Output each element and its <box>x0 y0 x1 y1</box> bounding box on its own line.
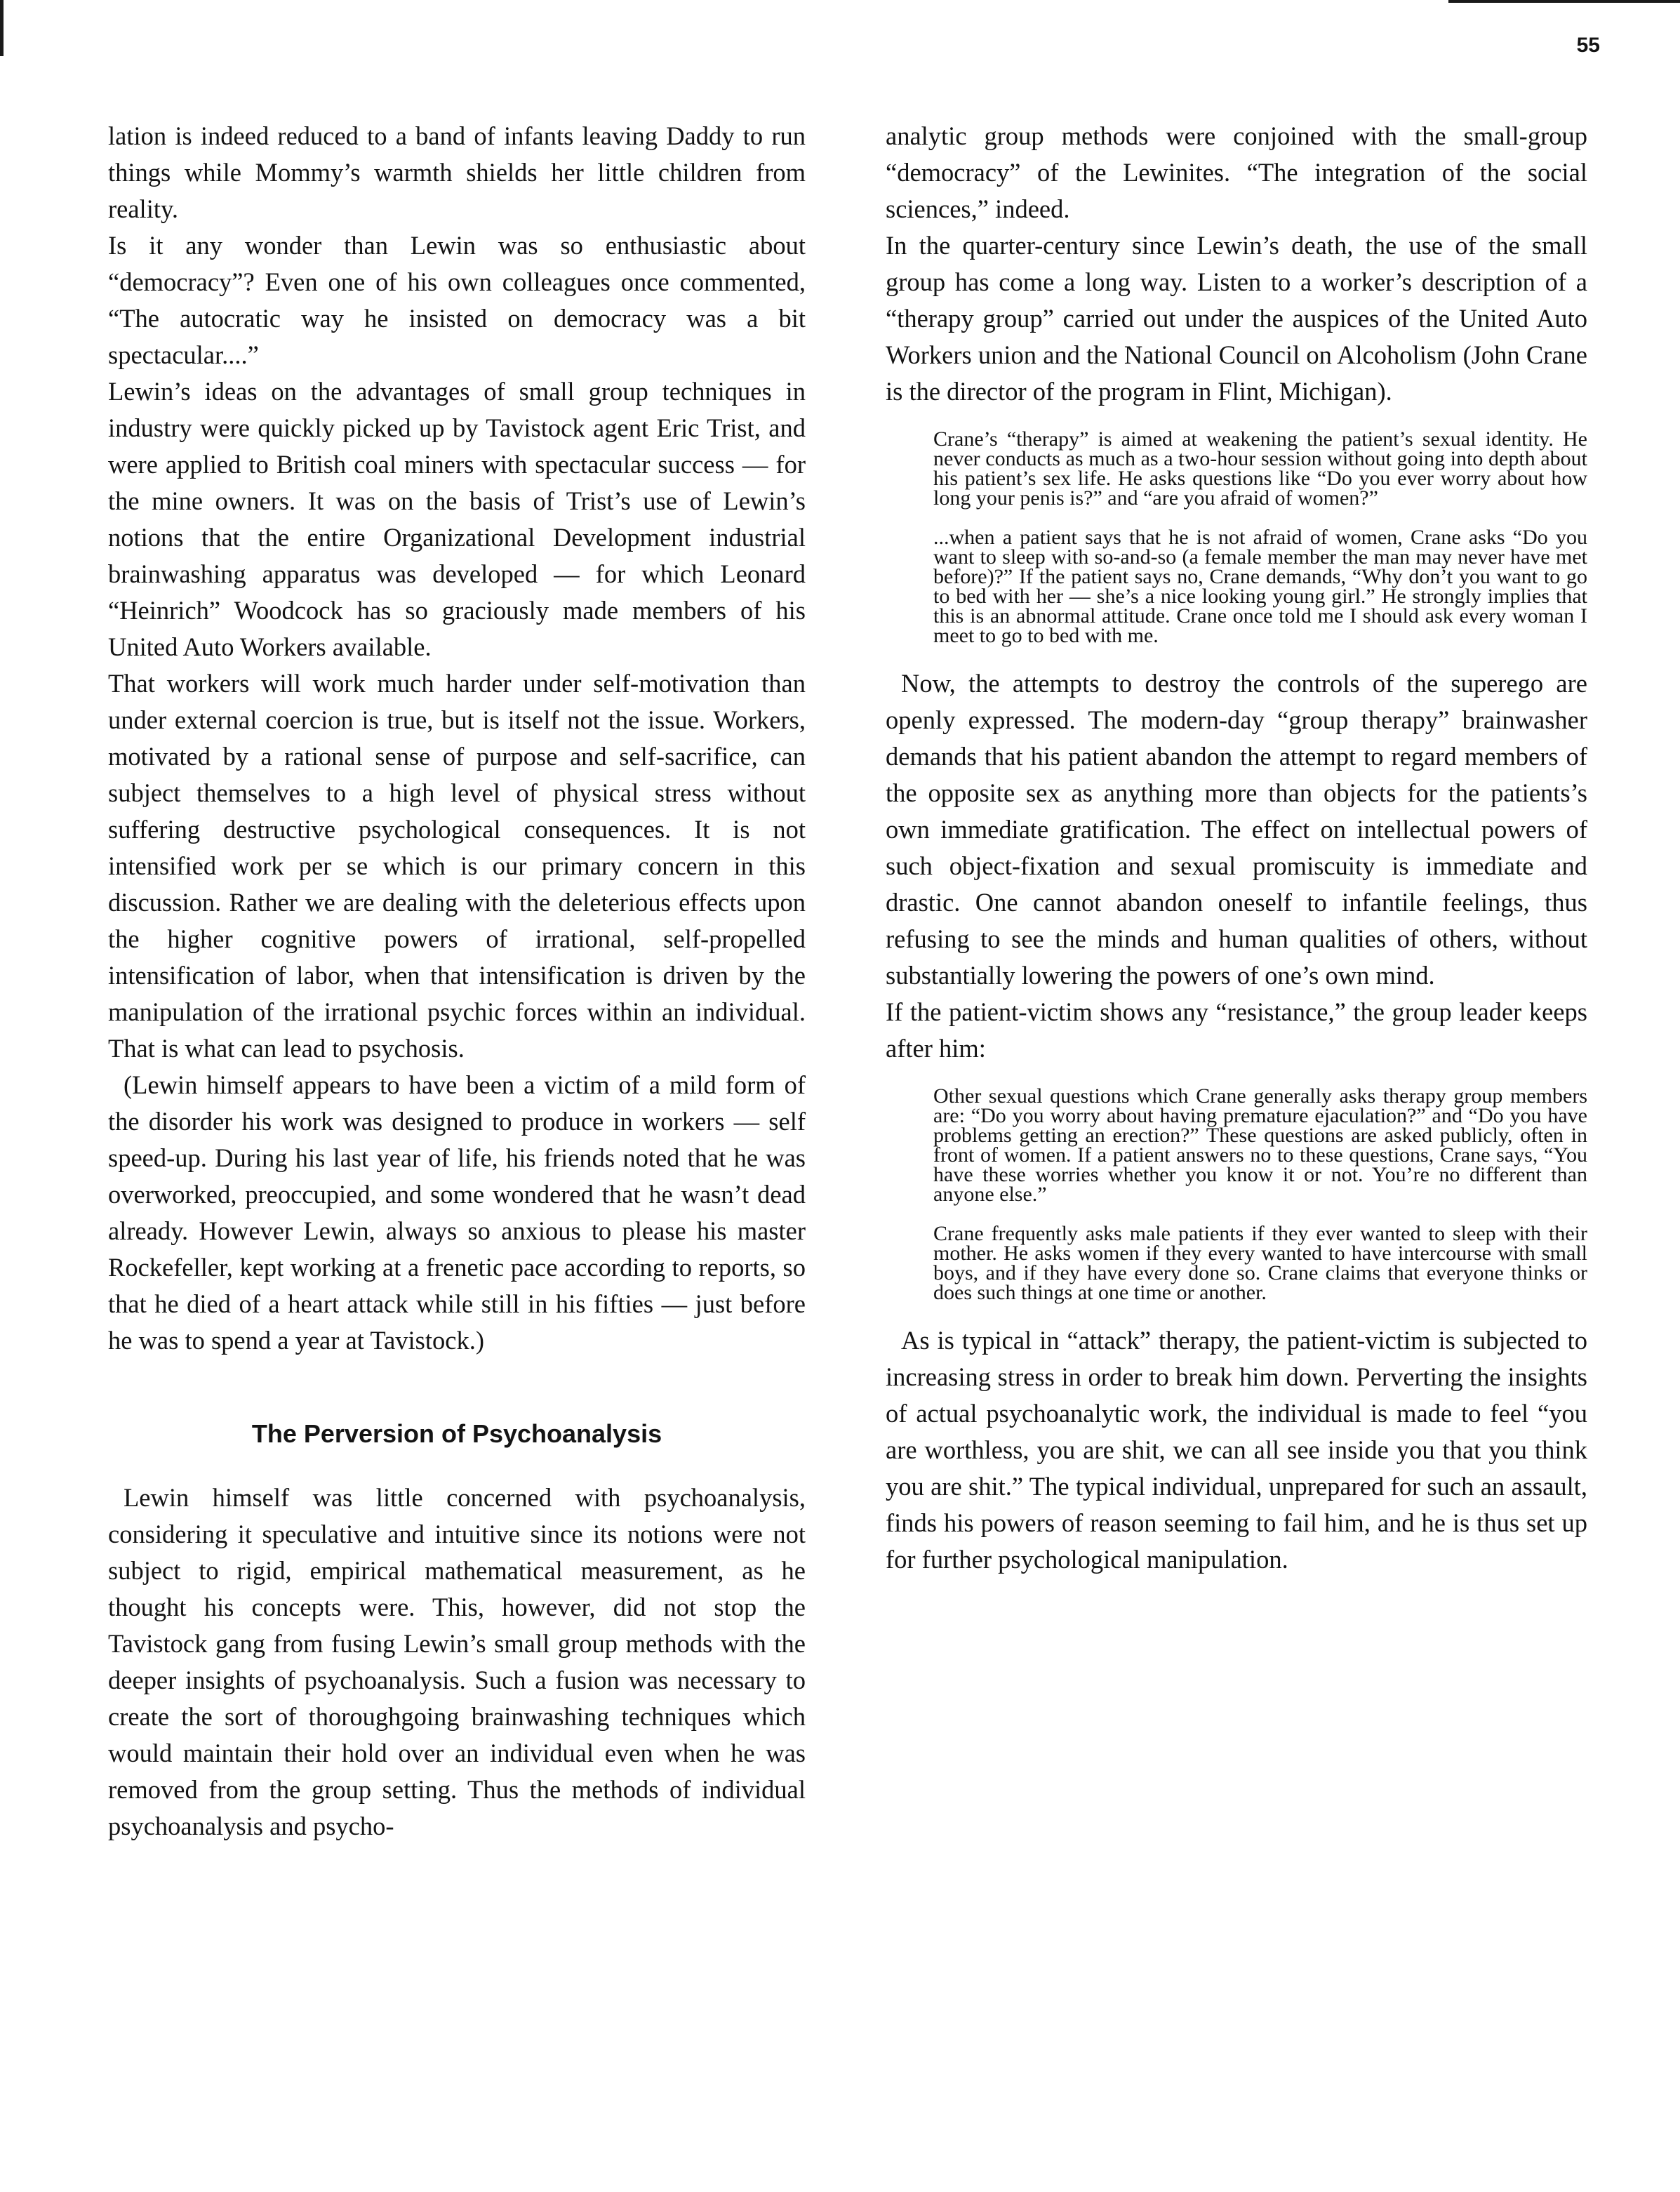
quote-paragraph: Crane frequently asks male patients if they ever wanted to sleep with their mother. He asks women if they every wanted to have intercourse with small boys, and if they have every done so. Crane claims that everyone thinks or does such things at one time or another. <box>933 1222 1587 1304</box>
paragraph: analytic group methods were conjoined with the small-group “democracy” of the Lewinites. “The integration of the social sciences,” indeed. <box>886 121 1587 223</box>
quote-paragraph: Crane’s “therapy” is aimed at weakening the patient’s sexual identity. He never conducts as much as a two-hour session without going into depth about his patient’s sex life. He asks questions like “Do you ever worry about how long your penis is?” and “are you afraid of women?” <box>933 427 1587 510</box>
page-number: 55 <box>1576 34 1600 57</box>
paragraph: If the patient-victim shows any “resistance,” the group leader keeps after him: <box>886 997 1587 1063</box>
spacer <box>886 1303 1587 1322</box>
section-heading: The Perversion of Psychoanalysis <box>251 1419 662 1448</box>
paragraph: Is it any wonder than Lewin was so enthusiastic about “democracy”? Even one of his own colleagues once commented, “The autocratic way he insisted on democracy was a bit spectacular....” <box>108 231 806 369</box>
spacer <box>108 1359 806 1419</box>
paragraph: Lewin himself was little concerned with psychoanalysis, considering it speculative and intuitive since its notions were not subject to rigid, empirical mathematical measurement, as he thought his concepts were. This, however, did not stop the Tavistock gang from fusing Lewin’s small group methods with the deeper insights of psychoanalysis. Such a fusion was necessary to create the sort of thoroughgoing brainwashing techniques which would maintain their hold over an individual even when he was removed from the group setting. Thus the methods of individual psychoanalysis and psycho- <box>108 1483 806 1840</box>
block-quote <box>933 1084 1587 1304</box>
paragraph: Now, the attempts to destroy the controls of the superego are openly expressed. The modern-day “group therapy” brainwasher demands that his patient abandon the attempt to regard members of the opposite sex as anything more than objects for the patients’s own immediate gratification. The effect on intellectual powers of such object-fixation and sexual promiscuity is immediate and drastic. One cannot abandon oneself to infantile feelings, thus refusing to see the minds and human qualities of others, without substantially lowering the powers of one’s own mind. <box>886 669 1587 990</box>
block-quote <box>933 427 1587 647</box>
spacer <box>886 1067 1587 1087</box>
spacer <box>886 410 1587 430</box>
quote-paragraph: ...when a patient says that he is not afraid of women, Crane asks “Do you want to sleep with so-and-so (a female member the man may never have met before)?” If the patient says no, Crane demands, “Why don’t you want to go to bed with her — she’s a nice looking young girl.” He strongly implies that this is an abnormal attitude. Crane once told me I should ask every woman I meet to go to bed with me. <box>933 526 1587 647</box>
spacer <box>933 508 1587 528</box>
paragraph: lation is indeed reduced to a band of infants leaving Daddy to run things while Mommy’s warmth shields her little children from reality. <box>108 121 806 223</box>
paragraph: (Lewin himself appears to have been a victim of a mild form of the disorder his work was designed to produce in workers — self speed-up. During his last year of life, his friends noted that he was overworked, preoccupied, and some wondered that he wasn’t dead already. However Lewin, always so anxious to please his master Rockefeller, kept working at a frenetic pace according to reports, so that he died of a heart attack while still in his fifties — just before he was to spend a year at Tavistock.) <box>108 1070 806 1355</box>
left-column <box>108 118 806 1845</box>
scan-edge-mark-left <box>0 0 4 56</box>
paragraph: In the quarter-century since Lewin’s death, the use of the small group has come a long way. Listen to a worker’s description of a “therapy group” carried out under the auspices of the United Auto Workers union and the National Council on Alcoholism (John Crane is the director of the program in Flint, Michigan). <box>886 231 1587 406</box>
quote-paragraph: Other sexual questions which Crane generally asks therapy group members are: “Do you worry about having premature ejaculation?” and “Do you have problems getting an erection?” These questions are asked publicly, often in front of women. If a patient answers no to these questions, Crane says, “You have these worries whether you know it or not. You’re no different than anyone else.” <box>933 1084 1587 1206</box>
paragraph: Lewin’s ideas on the advantages of small group techniques in industry were quickly picked up by Tavistock agent Eric Trist, and were applied to British coal miners with spectacular success — for the mine owners. It was on the basis of Trist’s use of Lewin’s notions that the entire Organizational Development industrial brainwashing apparatus was developed — for which Leonard “Heinrich” Woodcock has so graciously made members of his United Auto Workers available. <box>108 377 806 661</box>
spacer <box>886 646 1587 665</box>
right-column <box>886 118 1587 1578</box>
spacer <box>108 1449 806 1480</box>
paragraph: That workers will work much harder under self-motivation than under external coercion is true, but is itself not the issue. Workers, motivated by a rational sense of purpose and self-sacrifice, can subject themselves to a high level of physical stress without suffering destructive psychological consequences. It is not intensified work per se which is our primary concern in this discussion. Rather we are dealing with the deleterious effects upon the higher cognitive powers of irrational, self-propelled intensification of labor, when that intensification is driven by the manipulation of the irrational psychic forces within an individual. That is what can lead to psychosis. <box>108 669 806 1063</box>
spacer <box>933 1204 1587 1224</box>
paragraph: As is typical in “attack” therapy, the patient-victim is subjected to increasing stress in order to break him down. Perverting the insights of actual psychoanalytic work, the individual is made to feel “you are worthless, you are shit, we can all see inside you that you think you are shit.” The typical individual, unprepared for such an assault, finds his powers of reason seeming to fail him, and he is thus set up for further psychological manipulation. <box>886 1326 1587 1574</box>
scan-edge-mark-top <box>1448 0 1680 3</box>
